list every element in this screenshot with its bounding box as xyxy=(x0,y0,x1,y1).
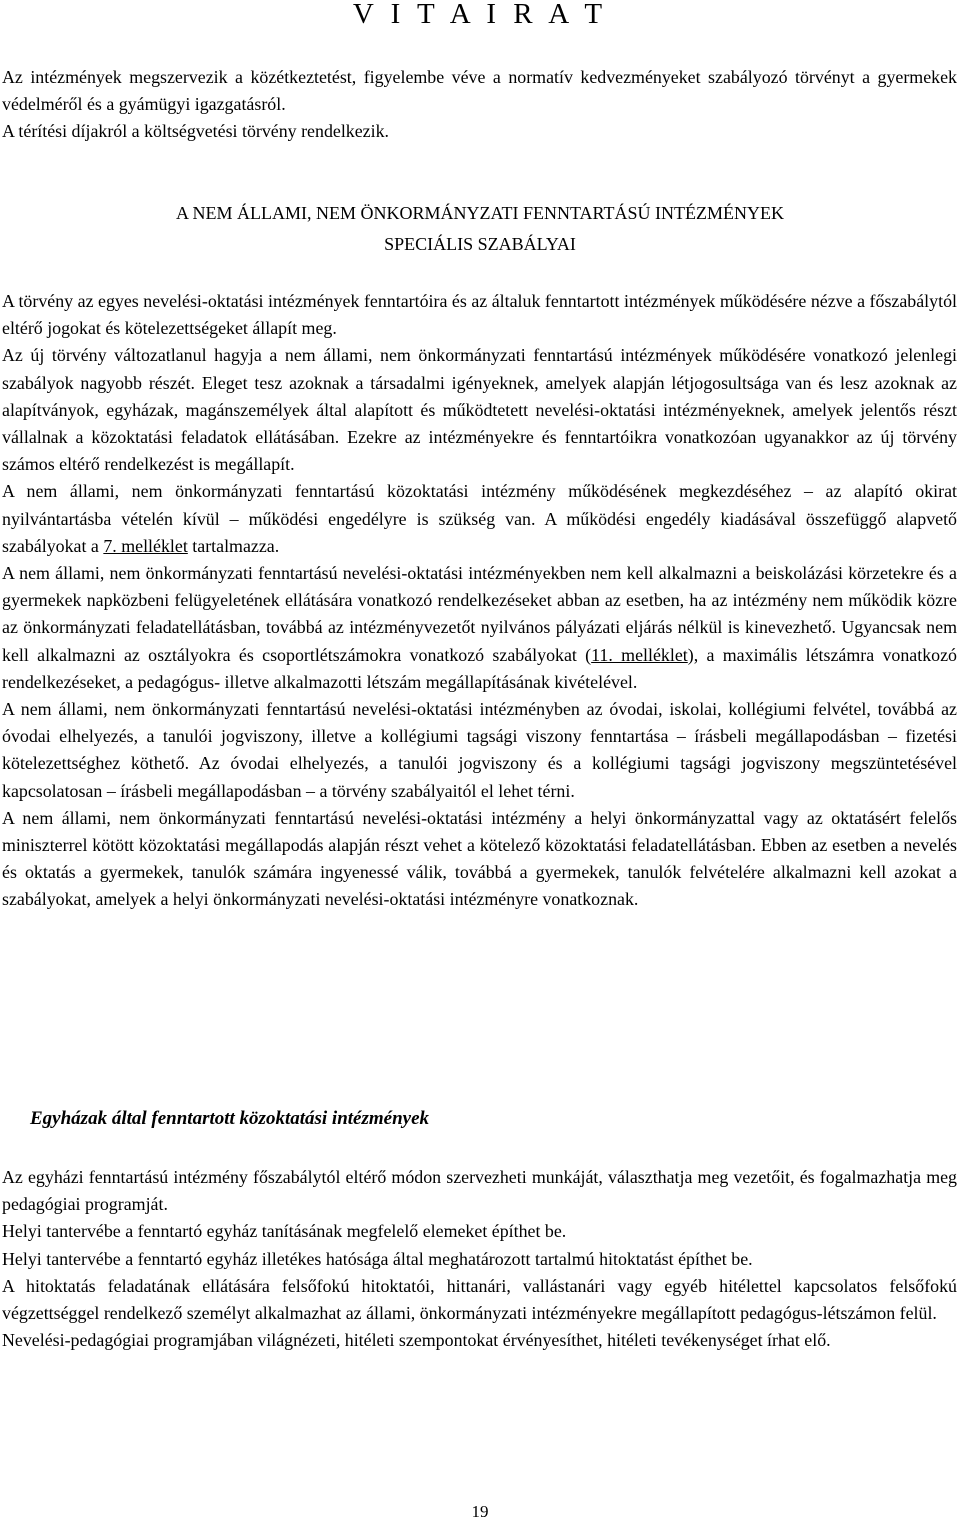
section-title-line-1: A NEM ÁLLAMI, NEM ÖNKORMÁNYZATI FENNTARTÁSÚ INTÉZMÉNYEK xyxy=(176,203,784,223)
main-paragraph-4-end: ), a maximális létszámra vonatkozó rendelkezéseket, a pedagógus- illetve alkalmazotti létszám megállapításának kivételével. xyxy=(2,644,957,692)
church-paragraph-5: Nevelési-pedagógiai programjában világnézeti, hitéleti szempontokat érvényesíthet, hitéleti tevékenységet írhat elő. xyxy=(2,1330,831,1351)
main-paragraph-2: Az új törvény változatlanul hagyja a nem állami, nem önkormányzati fenntartású intézmények működésére vonatkozó jelenlegi szabályok nagyobb részét. Eleget tesz azoknak a társadalmi igényeknek, amelyek alapján létjogosultsága van és lesz azoknak az alapítványok, egyházak, magánszemélyek által alapított és működtetett nevelési-oktatási intézményeknek, amelyek jelentős részt vállalnak a közoktatási feladatok ellátásában. Ezekre az intézményekre és fenntartóikra vonatkozóan ugyanakkor az új törvény számos eltérő rendelkezést is megállapít. xyxy=(2,345,957,475)
main-paragraph-1: A törvény az egyes nevelési-oktatási intézmények fenntartóira és az általuk fenntartott intézmények működésére nézve a főszabálytól eltérő jogokat és kötelezettségeket állapít meg. xyxy=(2,291,957,339)
church-section xyxy=(2,1164,957,1354)
intro-paragraph-2: A térítési díjakról a költségvetési törvény rendelkezik. xyxy=(2,121,390,142)
main-paragraph-3 xyxy=(2,478,957,560)
page-number: 19 xyxy=(471,1502,489,1521)
annex-11-link[interactable]: 11. melléklet xyxy=(591,644,688,665)
intro-section xyxy=(2,64,957,146)
main-paragraph-3-end: tartalmazza. xyxy=(187,535,280,556)
church-subtitle: Egyházak által fenntartott közoktatási intézmények xyxy=(30,1108,430,1129)
main-paragraph-4 xyxy=(2,560,957,696)
intro-paragraph-1: Az intézmények megszervezik a közétkeztetést, figyelembe véve a normatív kedvezményeket szabályozó törvényt a gyermekek védelméről és a gyámügyi igazgatásról. xyxy=(2,67,957,115)
main-paragraph-6: A nem állami, nem önkormányzati fenntartású nevelési-oktatási intézmény a helyi önkormányzattal vagy az oktatásért felelős miniszterrel kötött közoktatási megállapodás alapján részt vehet a kötelező közoktatási feladatellátásban. Ebben az esetben a nevelés és oktatás a gyermekek, tanulók számára ingyenessé válik, továbbá a gyermekek, tanulók felvételére alkalmazni kell azokat a szabályokat, amelyek a helyi önkormányzati nevelési-oktatási intézményre vonatkoznak. xyxy=(2,807,957,910)
church-paragraph-4: A hitoktatás feladatának ellátására felsőfokú hitoktatói, hittanári, vallástanári vagy egyéb hitélettel kapcsolatos felsőfokú végzettséggel rendelkező személyt alkalmazhat az állami, önkormányzati intézményekre megállapított pedagógus-létszámon felül. xyxy=(2,1275,957,1324)
main-paragraph-3-text: A nem állami, nem önkormányzati fenntartású közoktatási intézmény működésének megkezdéséhez – az alapító okirat nyilvántartásba vételén kívül – működési engedélyre is szükség van. A működési engedély kiadásával összefüggő alapvető szabályokat a xyxy=(2,481,957,556)
page-heading: V I T A I R A T xyxy=(352,0,608,30)
main-section xyxy=(2,288,957,914)
section-title xyxy=(0,198,960,260)
annex-7-link[interactable]: 7. melléklet xyxy=(103,535,188,556)
church-paragraph-2: Helyi tantervébe a fenntartó egyház tanításának megfelelő elemeket építhet be. xyxy=(2,1221,567,1242)
church-paragraph-3: Helyi tantervébe a fenntartó egyház illetékes hatósága által meghatározott tartalmú hitoktatást építhet be. xyxy=(2,1248,753,1269)
church-paragraph-1: Az egyházi fenntartású intézmény főszabálytól eltérő módon szervezheti munkáját, választhatja meg vezetőit, és fogalmazhatja meg pedagógiai programját. xyxy=(2,1167,957,1215)
section-title-line-2: SPECIÁLIS SZABÁLYAI xyxy=(384,234,576,254)
main-paragraph-5: A nem állami, nem önkormányzati fenntartású nevelési-oktatási intézményben az óvodai, iskolai, kollégiumi felvétel, továbbá az óvodai elhelyezés, a tanulói jogviszony, illetve a kollégiumi tagsági viszony fenntartása – írásbeli megállapodásban – fizetési kötelezettséghez köthető. Az óvodai elhelyezés, a tanulói jogviszony és a kollégiumi tagsági jogviszony megszüntetésével kapcsolatosan – írásbeli megállapodásban – a törvény szabályaitól el lehet térni. xyxy=(2,699,957,801)
main-paragraph-4-text: A nem állami, nem önkormányzati fenntartású nevelési-oktatási intézményekben nem kell alkalmazni a beiskolázási körzetekre és a gyermekek napközbeni felügyeletének ellátására vonatkozó rendelkezéseket abban az esetben, ha az intézmény nem működik közre az önkormányzati feladatellátásban, továbbá az intézményvezetőt nyilvános pályázati eljárás nélkül is kinevezhető. Ugyancsak nem kell alkalmazni az osztályokra és csoportlétszámokra vonatkozó szabályokat ( xyxy=(2,563,957,665)
